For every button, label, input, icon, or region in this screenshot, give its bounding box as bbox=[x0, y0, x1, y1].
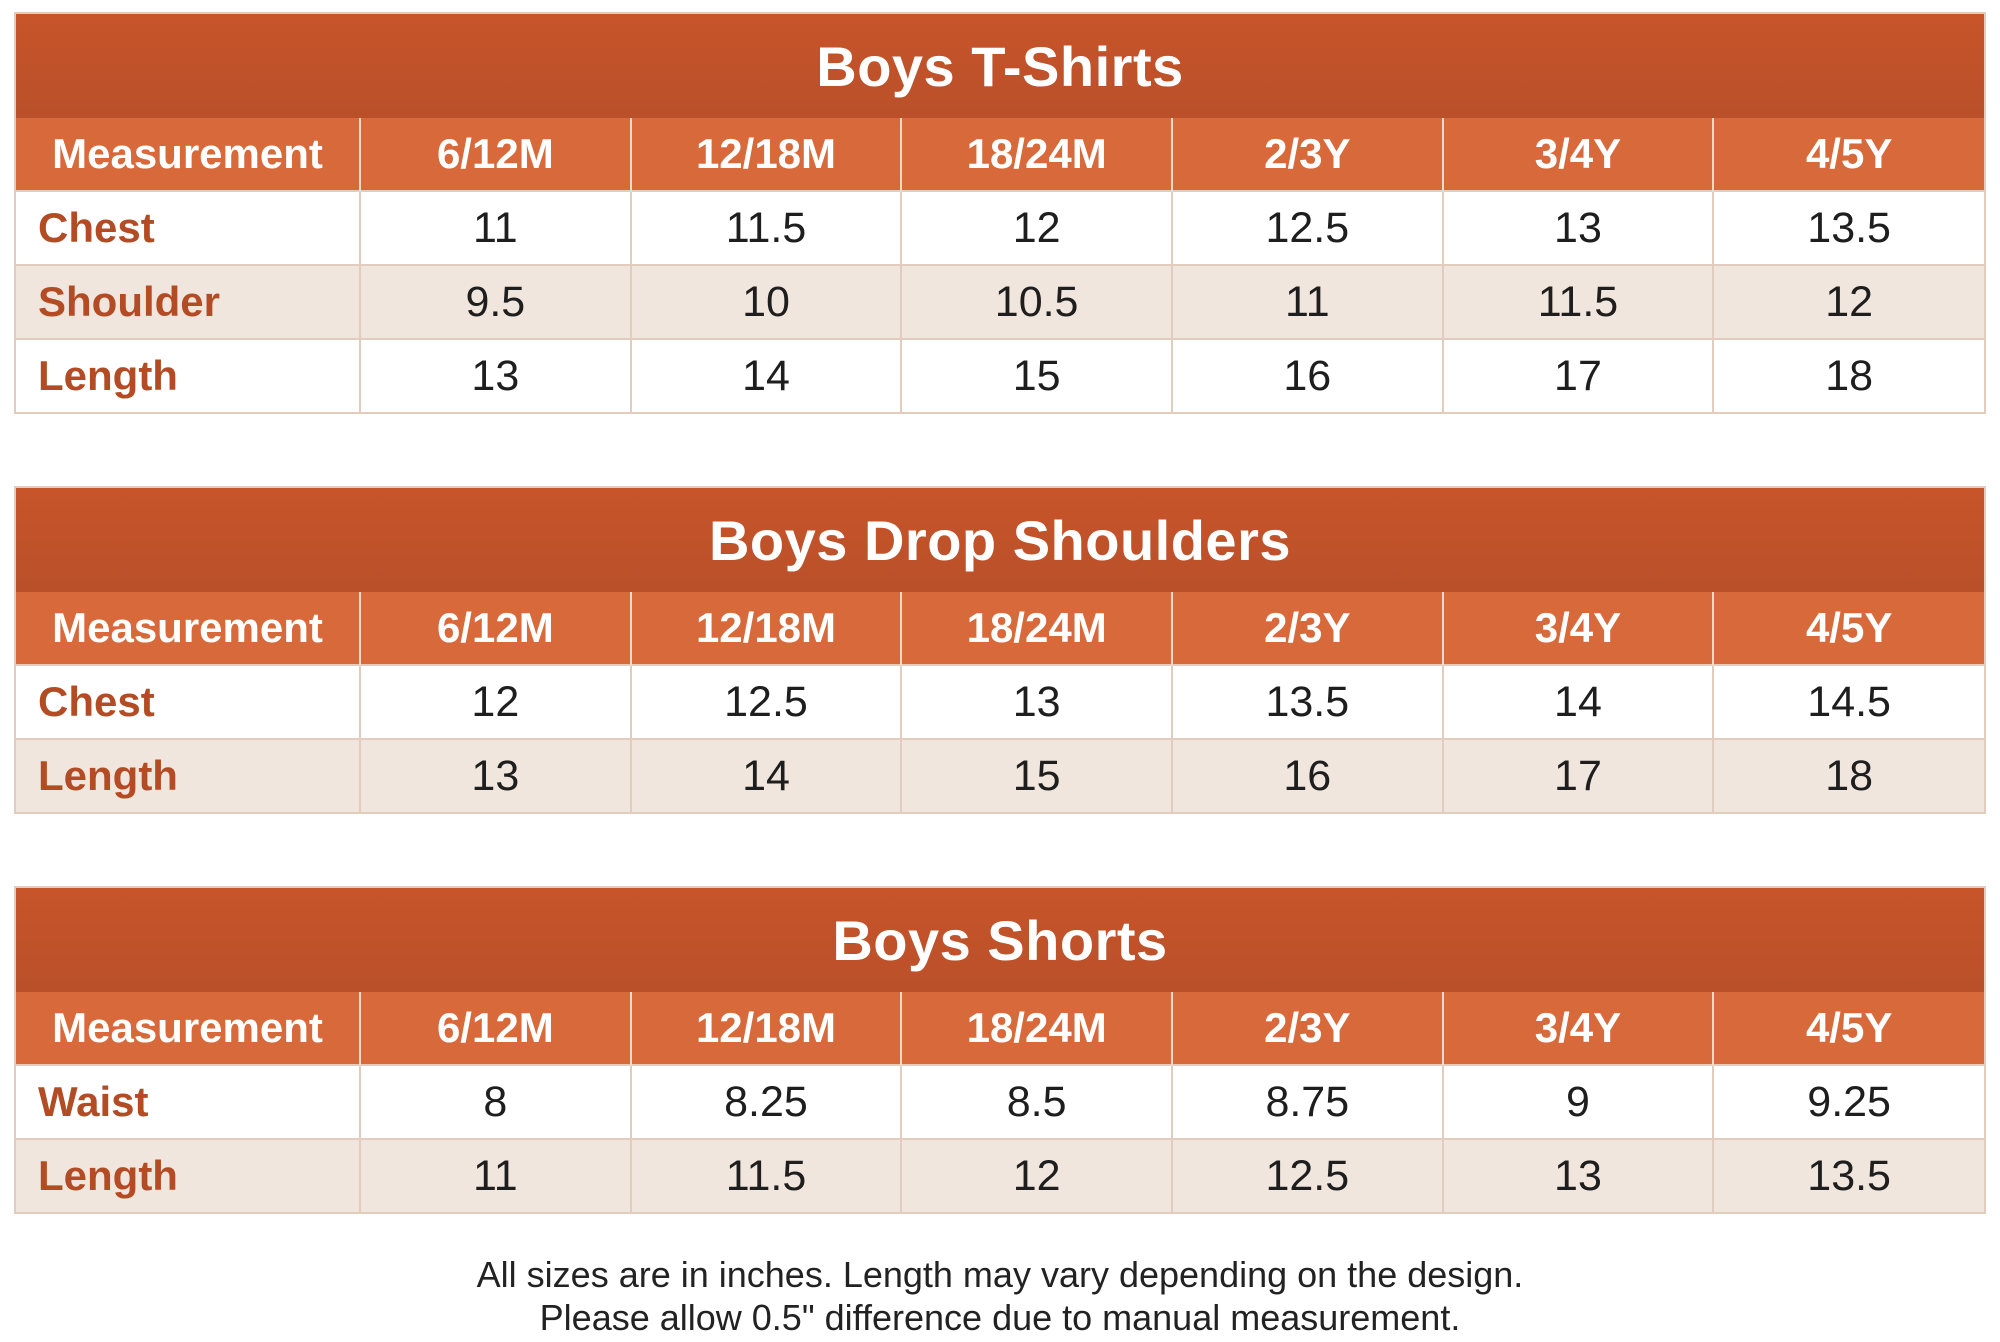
size-table bbox=[16, 118, 1984, 412]
row-label: Chest bbox=[16, 191, 360, 265]
header-cell-measurement: Measurement bbox=[16, 992, 360, 1065]
table-row bbox=[16, 665, 1984, 739]
chart-title: Boys Drop Shoulders bbox=[16, 488, 1984, 592]
table-cell: 14 bbox=[631, 339, 902, 412]
header-cell-size: 6/12M bbox=[360, 592, 631, 665]
header-cell-size: 2/3Y bbox=[1172, 118, 1443, 191]
table-cell: 18 bbox=[1713, 739, 1984, 812]
table-cell: 11.5 bbox=[631, 191, 902, 265]
table-cell: 13.5 bbox=[1713, 191, 1984, 265]
table-cell: 8.75 bbox=[1172, 1065, 1443, 1139]
row-label: Length bbox=[16, 1139, 360, 1212]
header-cell-size: 3/4Y bbox=[1443, 118, 1714, 191]
table-cell: 10.5 bbox=[901, 265, 1172, 339]
header-cell-size: 3/4Y bbox=[1443, 592, 1714, 665]
table-row bbox=[16, 339, 1984, 412]
header-cell-size: 2/3Y bbox=[1172, 992, 1443, 1065]
header-cell-measurement: Measurement bbox=[16, 592, 360, 665]
size-chart-boys-drop-shoulders bbox=[14, 486, 1986, 814]
chart-title: Boys T-Shirts bbox=[16, 14, 1984, 118]
table-cell: 11 bbox=[360, 1139, 631, 1212]
table-cell: 8 bbox=[360, 1065, 631, 1139]
header-cell-size: 2/3Y bbox=[1172, 592, 1443, 665]
table-cell: 13 bbox=[1443, 1139, 1714, 1212]
header-cell-size: 12/18M bbox=[631, 592, 902, 665]
header-cell-size: 4/5Y bbox=[1713, 592, 1984, 665]
footnote-line: All sizes are in inches. Length may vary depending on the design. bbox=[476, 1254, 1524, 1295]
header-cell-size: 4/5Y bbox=[1713, 118, 1984, 191]
table-cell: 17 bbox=[1443, 339, 1714, 412]
header-cell-size: 18/24M bbox=[901, 992, 1172, 1065]
header-cell-size: 12/18M bbox=[631, 118, 902, 191]
table-cell: 15 bbox=[901, 739, 1172, 812]
table-cell: 12.5 bbox=[1172, 1139, 1443, 1212]
table-cell: 16 bbox=[1172, 739, 1443, 812]
table-cell: 14.5 bbox=[1713, 665, 1984, 739]
row-label: Shoulder bbox=[16, 265, 360, 339]
row-label: Length bbox=[16, 739, 360, 812]
header-cell-size: 12/18M bbox=[631, 992, 902, 1065]
table-cell: 13 bbox=[1443, 191, 1714, 265]
table-cell: 12 bbox=[360, 665, 631, 739]
table-cell: 9.5 bbox=[360, 265, 631, 339]
header-cell-size: 4/5Y bbox=[1713, 992, 1984, 1065]
size-table bbox=[16, 992, 1984, 1212]
table-cell: 12 bbox=[1713, 265, 1984, 339]
table-cell: 11.5 bbox=[1443, 265, 1714, 339]
chart-title: Boys Shorts bbox=[16, 888, 1984, 992]
header-cell-size: 3/4Y bbox=[1443, 992, 1714, 1065]
size-chart-boys-shorts bbox=[14, 886, 1986, 1214]
size-table bbox=[16, 592, 1984, 812]
table-cell: 13 bbox=[901, 665, 1172, 739]
table-cell: 11 bbox=[1172, 265, 1443, 339]
table-row bbox=[16, 739, 1984, 812]
header-row bbox=[16, 592, 1984, 665]
table-cell: 13 bbox=[360, 739, 631, 812]
header-cell-size: 18/24M bbox=[901, 118, 1172, 191]
table-cell: 12 bbox=[901, 191, 1172, 265]
header-cell-size: 6/12M bbox=[360, 118, 631, 191]
table-cell: 8.5 bbox=[901, 1065, 1172, 1139]
table-cell: 12 bbox=[901, 1139, 1172, 1212]
header-cell-size: 6/12M bbox=[360, 992, 631, 1065]
table-cell: 13.5 bbox=[1713, 1139, 1984, 1212]
table-cell: 14 bbox=[1443, 665, 1714, 739]
table-cell: 8.25 bbox=[631, 1065, 902, 1139]
row-label: Length bbox=[16, 339, 360, 412]
row-label: Chest bbox=[16, 665, 360, 739]
table-cell: 15 bbox=[901, 339, 1172, 412]
table-cell: 13 bbox=[360, 339, 631, 412]
table-row bbox=[16, 1139, 1984, 1212]
table-cell: 11.5 bbox=[631, 1139, 902, 1212]
table-cell: 18 bbox=[1713, 339, 1984, 412]
table-cell: 11 bbox=[360, 191, 631, 265]
table-row bbox=[16, 265, 1984, 339]
header-cell-size: 18/24M bbox=[901, 592, 1172, 665]
table-cell: 17 bbox=[1443, 739, 1714, 812]
header-cell-measurement: Measurement bbox=[16, 118, 360, 191]
table-cell: 12.5 bbox=[1172, 191, 1443, 265]
header-row bbox=[16, 992, 1984, 1065]
header-row bbox=[16, 118, 1984, 191]
row-label: Waist bbox=[16, 1065, 360, 1139]
table-row bbox=[16, 191, 1984, 265]
table-row bbox=[16, 1065, 1984, 1139]
table-cell: 12.5 bbox=[631, 665, 902, 739]
table-cell: 9 bbox=[1443, 1065, 1714, 1139]
table-cell: 10 bbox=[631, 265, 902, 339]
table-cell: 16 bbox=[1172, 339, 1443, 412]
table-cell: 14 bbox=[631, 739, 902, 812]
table-cell: 9.25 bbox=[1713, 1065, 1984, 1139]
table-cell: 13.5 bbox=[1172, 665, 1443, 739]
footnote-line: Please allow 0.5" difference due to manual measurement. bbox=[539, 1297, 1461, 1338]
size-chart-boys-t-shirts bbox=[14, 12, 1986, 414]
